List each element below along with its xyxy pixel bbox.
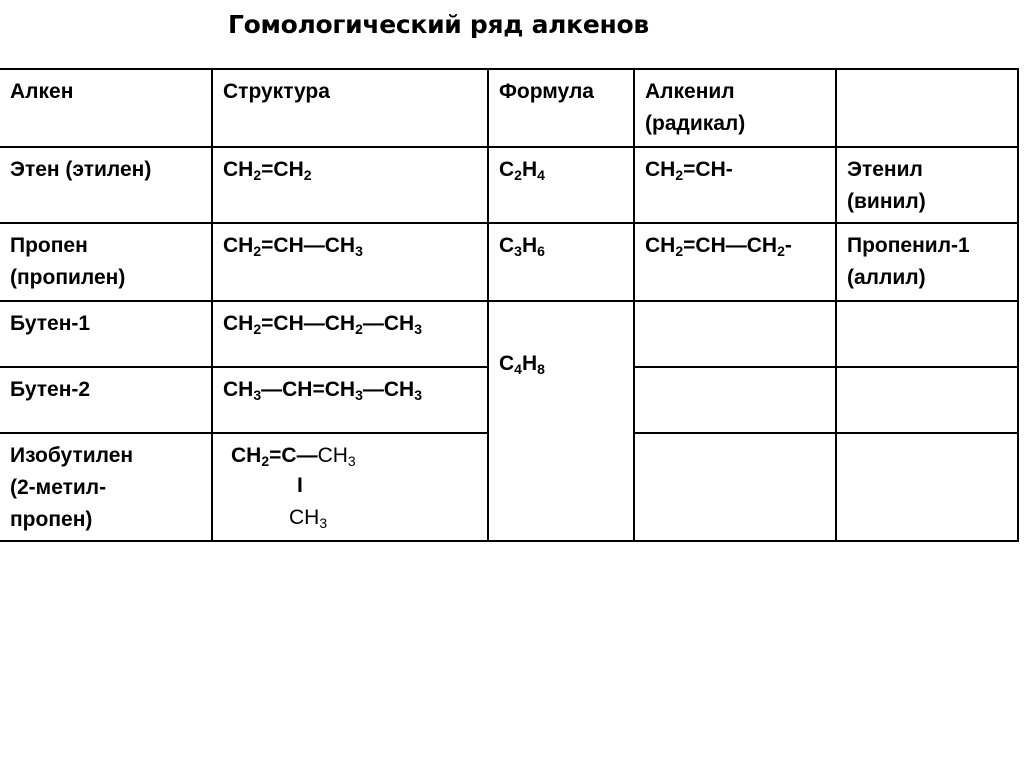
alkenes-table: [0, 68, 1019, 542]
formula-part: CH: [317, 444, 348, 467]
formula-part: =C—: [269, 444, 318, 467]
formula-part: 3: [319, 515, 328, 531]
shared-formula: [488, 301, 634, 541]
formula-part: CH: [645, 234, 676, 257]
formula-part: 4: [514, 361, 522, 377]
formula-part: CH: [223, 312, 254, 335]
formula-part: H: [521, 158, 538, 181]
formula-part: 2: [253, 321, 262, 337]
text-line: Пропен: [10, 234, 88, 257]
formula-part: 3: [355, 387, 363, 403]
alkene-structure-branched: [212, 433, 488, 541]
formula-part: C: [499, 158, 515, 181]
branch-substituent: [289, 502, 327, 534]
header-alkenyl: [634, 69, 836, 147]
page-title: Гомологический ряд алкенов: [228, 10, 649, 39]
formula-part: CH: [289, 506, 320, 529]
radical-name: [836, 147, 1018, 223]
text-line: (аллил): [847, 266, 926, 289]
formula-part: CH: [223, 378, 254, 401]
text-line: Изобутилен: [10, 444, 134, 467]
formula-part: —CH: [362, 312, 415, 335]
alkene-name: [0, 433, 212, 541]
formula-part: CH: [645, 158, 676, 181]
alkene-formula: [488, 147, 634, 223]
text-line: Этенил: [847, 158, 923, 181]
alkenyl-radical: [634, 433, 836, 541]
text-line: (винил): [847, 190, 926, 213]
alkene-structure: [212, 223, 488, 301]
radical-name: [836, 433, 1018, 541]
alkene-structure: [212, 367, 488, 433]
formula-part: 2: [253, 167, 262, 183]
text-line: пропен): [10, 508, 93, 531]
text-line: Этен (этилен): [10, 158, 152, 181]
alkene-structure: [212, 147, 488, 223]
alkene-name: [0, 301, 212, 367]
table-row: [0, 147, 1018, 223]
formula-part: 2: [303, 167, 312, 183]
formula-part: 3: [414, 321, 423, 337]
formula-part: 3: [253, 387, 262, 403]
formula-part: CH: [231, 444, 262, 467]
formula-part: =CH—CH: [261, 312, 356, 335]
formula-part: C: [499, 234, 515, 257]
formula-part: 2: [261, 453, 270, 469]
alkene-structure: [212, 301, 488, 367]
formula-part: 2: [777, 243, 785, 259]
formula-part: 2: [675, 243, 684, 259]
alkenyl-radical: [634, 147, 836, 223]
alkene-formula: [488, 223, 634, 301]
formula-part: 2: [253, 243, 262, 259]
branch-main-chain: [231, 440, 356, 472]
formula-part: 4: [537, 167, 545, 183]
alkene-name: [0, 367, 212, 433]
branch-bond: I: [297, 474, 303, 497]
text-line: (пропилен): [10, 266, 126, 289]
text-line: Бутен-1: [10, 312, 91, 335]
alkene-name: [0, 147, 212, 223]
header-structure: Структура: [212, 69, 488, 147]
formula-part: 3: [355, 243, 363, 259]
formula-part: -: [784, 234, 792, 257]
radical-name: [836, 301, 1018, 367]
formula-part: CH: [223, 234, 254, 257]
formula-part: 2: [514, 167, 522, 183]
formula-part: 3: [347, 453, 356, 469]
table-row: [0, 301, 1018, 367]
header-formula: Формула: [488, 69, 634, 147]
header-radical-name: [836, 69, 1018, 147]
formula-part: H: [521, 234, 538, 257]
formula-part: 2: [675, 167, 684, 183]
alkenyl-radical: [634, 223, 836, 301]
formula-part: CH: [223, 158, 254, 181]
formula-part: =CH: [261, 158, 304, 181]
header-alkene: Алкен: [0, 69, 212, 147]
formula-part: =CH-: [683, 158, 733, 181]
formula-part: 3: [514, 243, 522, 259]
header-alkenyl-line2: (радикал): [645, 112, 746, 135]
formula-part: =CH—CH: [683, 234, 778, 257]
formula-part: —CH: [362, 378, 415, 401]
formula-part: C: [499, 352, 515, 375]
radical-name: [836, 223, 1018, 301]
formula-part: =CH—CH: [261, 234, 356, 257]
text-line: (2-метил-: [10, 476, 107, 499]
formula-part: 3: [414, 387, 423, 403]
header-row: [0, 69, 1018, 147]
radical-name: [836, 367, 1018, 433]
formula-part: 6: [537, 243, 545, 259]
formula-part: —CH=CH: [261, 378, 356, 401]
header-alkenyl-line1: Алкенил: [645, 80, 735, 103]
alkene-name: [0, 223, 212, 301]
text-line: Пропенил-1: [847, 234, 970, 257]
table-row: [0, 223, 1018, 301]
alkenyl-radical: [634, 367, 836, 433]
alkenyl-radical: [634, 301, 836, 367]
text-line: Бутен-2: [10, 378, 91, 401]
formula-part: 8: [537, 361, 545, 377]
formula-part: H: [521, 352, 538, 375]
formula-part: 2: [355, 321, 363, 337]
